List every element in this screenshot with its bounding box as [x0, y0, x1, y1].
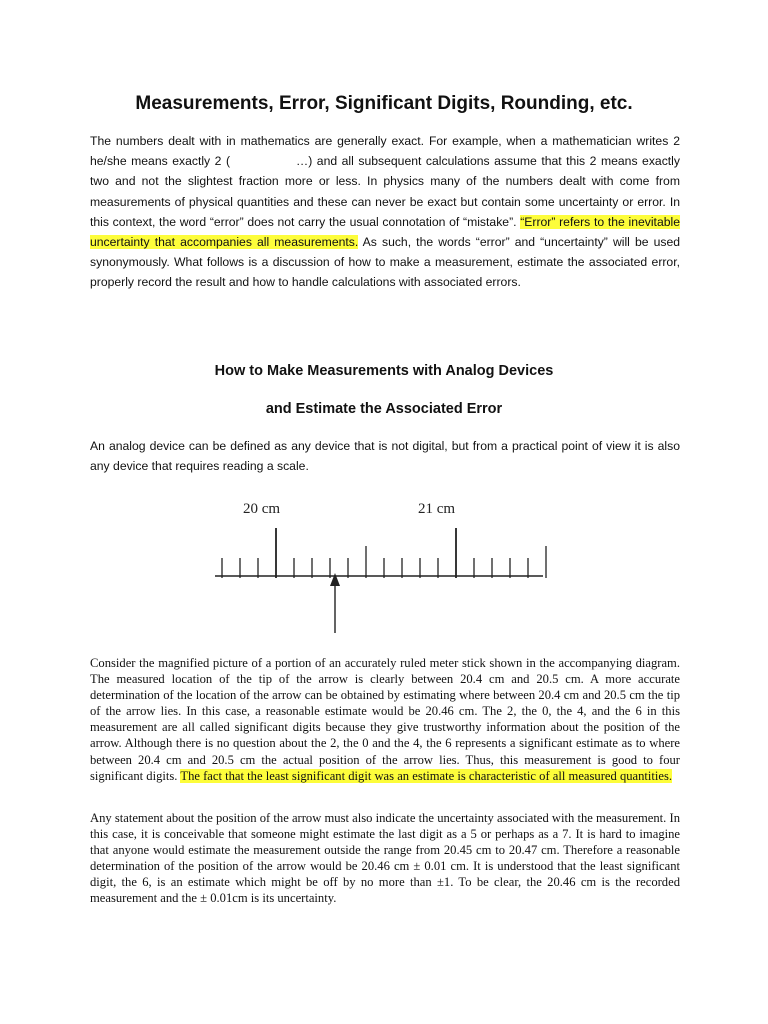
section-heading-line2: and Estimate the Associated Error — [265, 401, 503, 417]
ruler-diagram — [205, 488, 550, 638]
body-text-a: Consider the magnified picture of a portion of an accurately ruled meter stick shown in the accompanying diagram. The measured location of the tip of the arrow is clearly between 20.4 cm and 20.5 cm. A more accurate determination of the location of the arrow can be obtained by estimating where between 20.4 cm and 20.5 cm the tip of the arrow lies. In this case, a reasonable estimate would be 20.46 cm. The 2, the 0, the 4, and the 6 in this measurement are all called significant digits because they give trustworthy information about the position of the arrow. Although there is no question about the 2, the 0 and the 4, the 6 represents a significant estimate as to where between 20.4 cm and 20.5 cm the actual position of the arrow lies. Thus, this measurement is good to four significant digits. — [90, 656, 680, 783]
highlighted-error-definition: “Error” refers to the inevitable uncertainty that accompanies all measurements. — [90, 214, 680, 250]
ruler-label-20cm: 20 cm — [243, 501, 281, 517]
arrow-head — [330, 573, 340, 586]
intro-text-c: As such, the words “error” and “uncertainty” will be used synonymously. What follows is a discussion of how to make a measurement, estimate the associated error, properly record the result and how to handle calculations with associated errors. — [90, 235, 681, 290]
intro-text-a: The numbers dealt with in mathematics are generally exact. For example, when a mathematician writes 2 he/she means exactly 2 ( — [90, 134, 680, 169]
ruler-ticks — [222, 528, 546, 578]
page-title: Measurements, Error, Significant Digits, Rounding, etc. — [135, 93, 633, 114]
body-paragraph-measurement — [90, 655, 680, 784]
ruler-label-21cm: 21 cm — [418, 501, 456, 517]
body-paragraph-uncertainty: Any statement about the position of the arrow must also indicate the uncertainty associated with the measurement. In this case, it is conceivable that someone might estimate the last digit as a 5 or perhaps as a 7. It is hard to imagine that anyone would estimate the measurement outside the range from 20.45 cm to 20.47 cm. Therefore a reasonable determination of the position of the arrow would be 20.46 cm ± 0.01 cm. It is understood that the least significant digit, the 6, is an estimate which might be off by no more than ±1. To be clear, the 20.46 cm is the recorded measurement and the ± 0.01cm is its uncertainty. — [90, 811, 680, 906]
intro-paragraph — [90, 131, 680, 293]
highlighted-significant-digit-note: The fact that the least significant digit was an estimate is characteristic of all measured quantities. — [180, 768, 673, 783]
intro-text-b: …) and all subsequent calculations assume that this 2 means exactly two and not the slightest fraction more or less. In physics many of the numbers dealt with come from measurements of physical quantities and these can never be exact but contain some uncertainty or error. In this context, the word “error” does not carry the usual connotation of “mistake”. — [90, 154, 680, 229]
section-heading-line1: How to Make Measurements with Analog Devices — [214, 363, 554, 379]
analog-definition-paragraph: An analog device can be defined as any device that is not digital, but from a practical point of view it is also any device that requires reading a scale. — [90, 439, 680, 474]
